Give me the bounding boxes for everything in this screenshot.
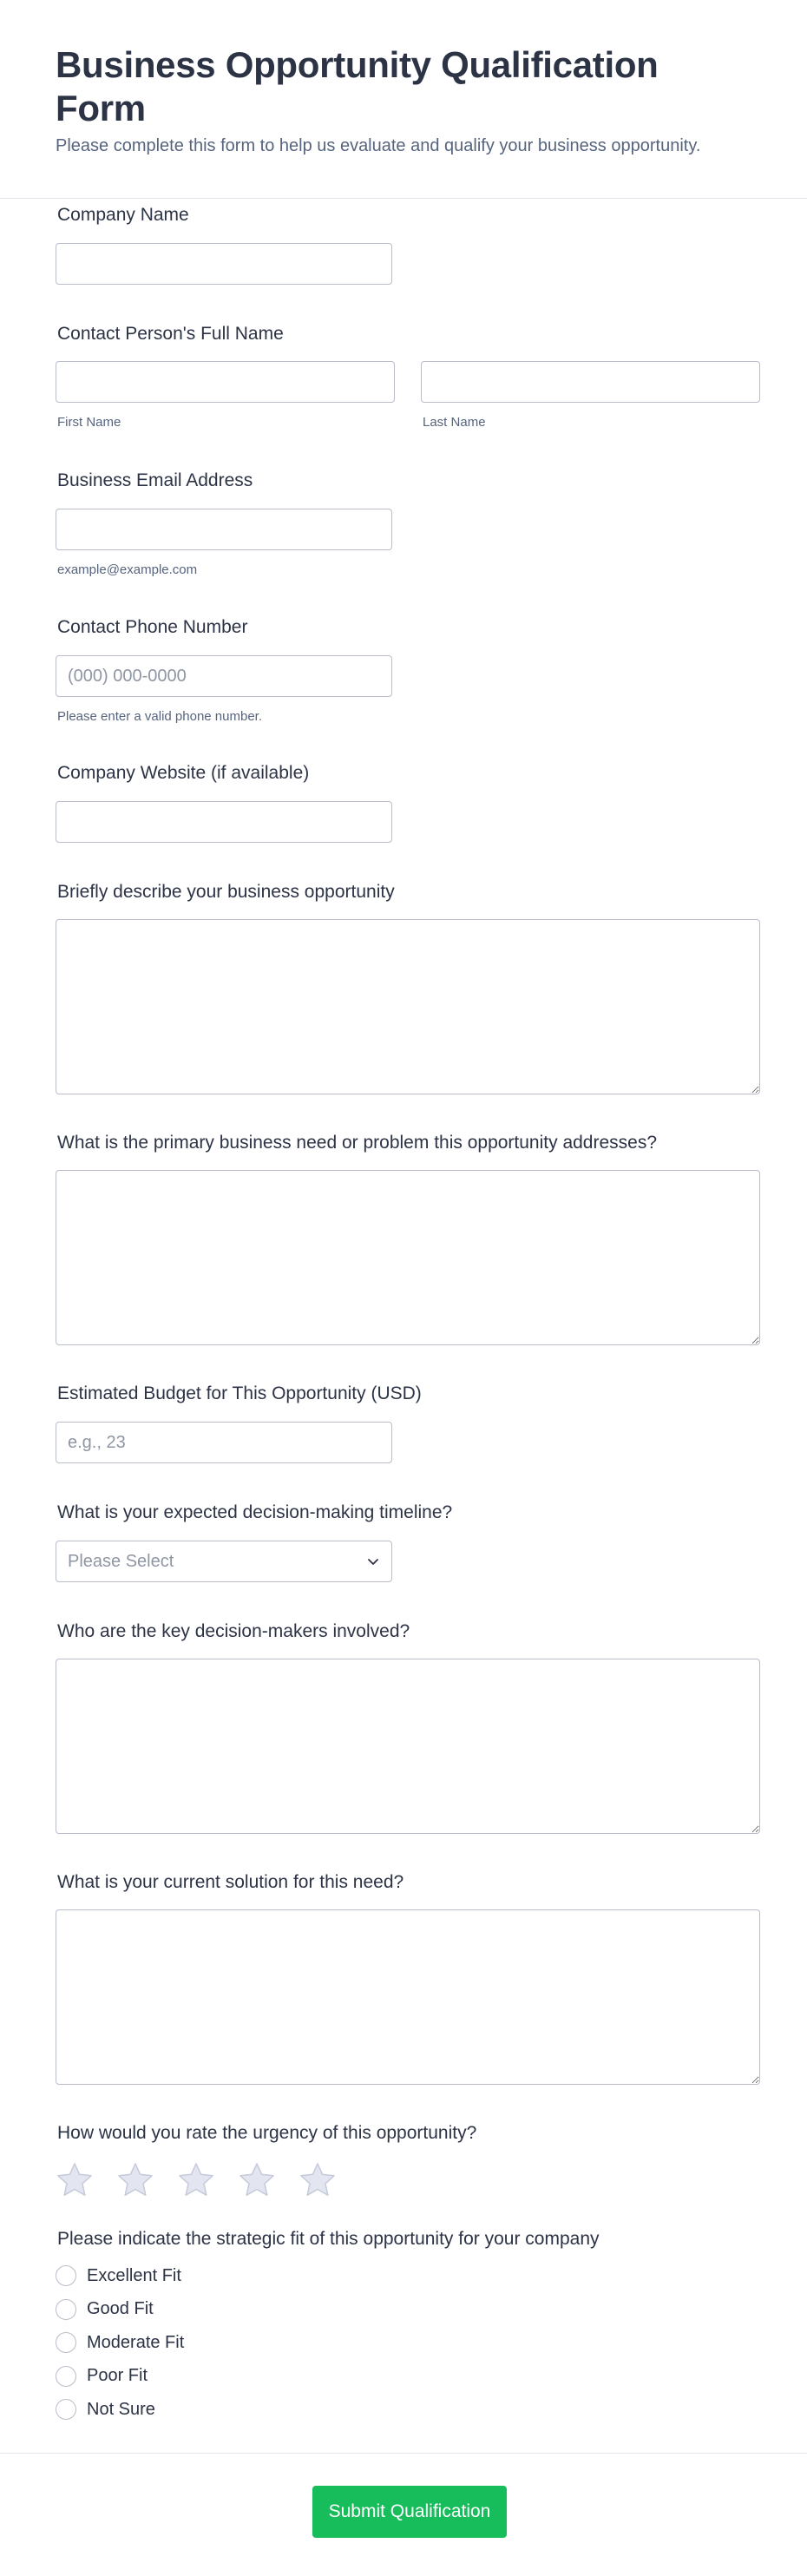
phone-label: Contact Phone Number: [57, 617, 248, 637]
radio-option[interactable]: [56, 2393, 600, 2427]
field-budget: [56, 1383, 422, 1463]
star-icon[interactable]: [177, 2161, 215, 2199]
field-phone: [56, 617, 392, 724]
email-sublabel: example@example.com: [57, 562, 198, 577]
urgency-label: How would you rate the urgency of this opportunity?: [57, 2123, 477, 2143]
email-input[interactable]: [56, 509, 392, 550]
field-company-name: [56, 205, 392, 285]
star-icon[interactable]: [56, 2161, 94, 2199]
star-icon[interactable]: [116, 2161, 154, 2199]
budget-input[interactable]: [56, 1422, 392, 1463]
last-name-group: [421, 361, 760, 430]
field-urgency: [56, 2123, 476, 2199]
star-icon[interactable]: [238, 2161, 276, 2199]
field-decision-makers: [56, 1621, 760, 1834]
field-strategic-fit: [56, 2229, 600, 2427]
radio-label: Poor Fit: [87, 2366, 148, 2386]
contact-name-label: Contact Person's Full Name: [57, 324, 284, 344]
phone-input[interactable]: [56, 655, 392, 697]
radio-button[interactable]: [56, 2366, 76, 2387]
first-name-input[interactable]: [56, 361, 395, 403]
radio-option[interactable]: [56, 2326, 600, 2360]
email-label: Business Email Address: [57, 470, 253, 490]
field-contact-name: [56, 324, 760, 430]
phone-sublabel: Please enter a valid phone number.: [57, 709, 262, 724]
contact-name-row: [56, 361, 760, 430]
radio-button[interactable]: [56, 2332, 76, 2353]
current-solution-textarea[interactable]: [56, 1909, 760, 2085]
timeline-select-value: Please Select: [56, 1541, 392, 1582]
form-header: [0, 0, 807, 199]
radio-button[interactable]: [56, 2399, 76, 2420]
strategic-fit-options: [56, 2259, 600, 2427]
field-website: [56, 763, 392, 843]
submit-button[interactable]: Submit Qualification: [312, 2486, 507, 2538]
last-name-sublabel: Last Name: [423, 415, 486, 430]
field-email: [56, 470, 392, 577]
page-title: Business Opportunity Qualification Form: [56, 44, 659, 129]
field-timeline: [56, 1502, 452, 1582]
form-footer: [0, 2453, 807, 2576]
opportunity-label: Briefly describe your business opportunity: [57, 882, 395, 902]
page-subtitle: Please complete this form to help us evaluate and qualify your business opportunity.: [56, 135, 701, 155]
company-name-label: Company Name: [57, 205, 189, 225]
first-name-sublabel: First Name: [57, 415, 121, 430]
current-solution-label: What is your current solution for this need?: [57, 1872, 404, 1892]
field-problem: [56, 1133, 760, 1345]
field-opportunity: [56, 882, 760, 1094]
field-current-solution: [56, 1872, 760, 2085]
radio-label: Not Sure: [87, 2399, 155, 2419]
radio-label: Good Fit: [87, 2299, 154, 2319]
opportunity-textarea[interactable]: [56, 919, 760, 1094]
problem-textarea[interactable]: [56, 1170, 760, 1345]
radio-button[interactable]: [56, 2299, 76, 2320]
chevron-down-icon: [366, 1554, 380, 1568]
decision-makers-textarea[interactable]: [56, 1659, 760, 1834]
company-name-input[interactable]: [56, 243, 392, 285]
radio-label: Excellent Fit: [87, 2265, 181, 2285]
star-icon[interactable]: [299, 2161, 337, 2199]
website-input[interactable]: [56, 801, 392, 843]
website-label: Company Website (if available): [57, 763, 310, 783]
urgency-rating: [56, 2161, 476, 2199]
decision-makers-label: Who are the key decision-makers involved?: [57, 1621, 410, 1641]
last-name-input[interactable]: [421, 361, 760, 403]
timeline-select[interactable]: [56, 1541, 392, 1582]
radio-option[interactable]: [56, 2360, 600, 2394]
first-name-group: [56, 361, 395, 430]
budget-label: Estimated Budget for This Opportunity (USD): [57, 1383, 422, 1403]
problem-label: What is the primary business need or problem this opportunity addresses?: [57, 1133, 658, 1153]
radio-option[interactable]: [56, 2259, 600, 2293]
strategic-fit-label: Please indicate the strategic fit of this opportunity for your company: [57, 2229, 600, 2249]
timeline-label: What is your expected decision-making timeline?: [57, 1502, 453, 1522]
radio-label: Moderate Fit: [87, 2332, 185, 2352]
radio-button[interactable]: [56, 2265, 76, 2286]
radio-option[interactable]: [56, 2293, 600, 2327]
